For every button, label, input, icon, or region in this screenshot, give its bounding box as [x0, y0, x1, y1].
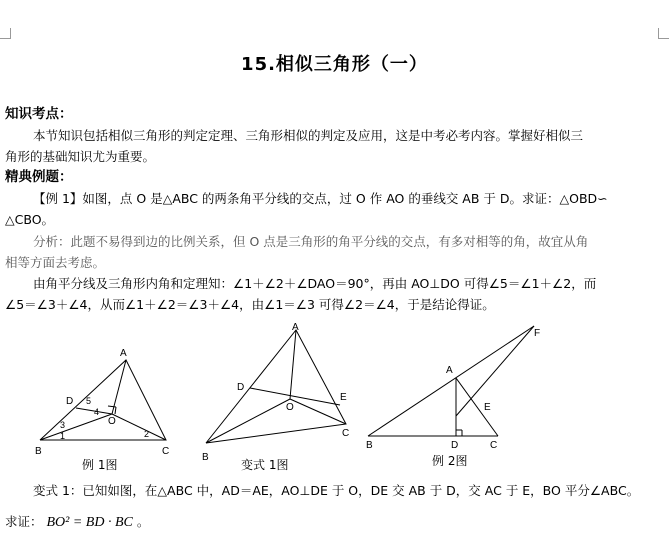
fig2-label-a: A — [292, 322, 299, 333]
section-heading-examples: 精典例题： — [5, 169, 73, 185]
fig1-label-a: A — [120, 348, 127, 359]
fig2-label-c: C — [342, 428, 350, 439]
figure-example-1 — [30, 340, 180, 460]
proof-text-line-1: 由角平分线及三角形内角和定理知：∠1＋∠2＋∠DAO＝90°，再由 AO⊥DO 可得∠5＝∠1＋∠2，而 — [33, 276, 597, 291]
analysis-text-line-2: 相等方面去考虑。 — [5, 255, 106, 270]
figure3-caption: 例 2图 — [432, 454, 468, 468]
prove-formula: BO² = BD · BC — [46, 515, 133, 530]
fig1-angle-3: 3 — [60, 420, 66, 430]
proof-text-line-2: ∠5＝∠3＋∠4，从而∠1＋∠2＝∠3＋∠4，由∠1＝∠3 可得∠2＝∠4，于是结论得证。 — [5, 297, 495, 312]
page-title: 15.相似三角形（一） — [241, 54, 428, 75]
figure2-caption: 变式 1图 — [241, 458, 289, 472]
example1-text-line-1: 【例 1】如图，点 O 是△ABC 的两条角平分线的交点，过 O 作 AO 的垂线交 AB 于 D。求证：△OBD∽ — [33, 191, 608, 206]
fig1-label-c: C — [162, 446, 170, 457]
prove-end: 。 — [136, 514, 150, 529]
fig2-label-e: E — [340, 392, 347, 403]
fig1-label-o: O — [108, 416, 116, 427]
fig2-label-o: O — [286, 402, 294, 413]
knowledge-text-line-2: 角形的基础知识尤为重要。 — [5, 149, 156, 164]
fig3-label-f: F — [534, 328, 541, 339]
variant1-text: 变式 1：已知如图，在△ABC 中，AD＝AE，AO⊥DE 于 O，DE 交 AB 于 D，交 AC 于 E，BO 平分∠ABC。 — [33, 483, 640, 498]
fig1-angle-1: 1 — [60, 431, 66, 441]
fig1-angle-4: 4 — [94, 407, 100, 417]
figure-variant-1 — [196, 318, 366, 468]
example1-text-line-2: △CBO。 — [5, 212, 55, 227]
figure1-caption: 例 1图 — [82, 458, 118, 472]
fig2-label-b: B — [202, 452, 209, 463]
prove-label: 求证： — [5, 514, 43, 529]
fig3-label-c: C — [490, 440, 498, 451]
fig3-label-a: A — [446, 365, 453, 376]
fig1-angle-2: 2 — [144, 429, 150, 439]
fig1-label-b: B — [35, 446, 42, 457]
analysis-text-line-1: 分析：此题不易得到边的比例关系，但 O 点是三角形的角平分线的交点，有多对相等的角，故宜从角 — [33, 234, 589, 249]
prove-line — [5, 511, 665, 533]
fig3-label-d: D — [451, 440, 459, 451]
crop-mark-left — [0, 28, 11, 39]
fig1-label-d: D — [66, 396, 74, 407]
fig1-angle-5: 5 — [86, 396, 92, 406]
section-heading-knowledge: 知识考点： — [5, 106, 73, 122]
fig2-label-d: D — [237, 382, 245, 393]
figure-example-2 — [362, 318, 552, 458]
crop-mark-right — [658, 28, 669, 39]
fig3-label-e: E — [484, 402, 491, 413]
knowledge-text-line-1: 本节知识包括相似三角形的判定定理、三角形相似的判定及应用，这是中考必考内容。掌握好相似三 — [33, 128, 584, 143]
fig3-label-b: B — [366, 440, 373, 451]
